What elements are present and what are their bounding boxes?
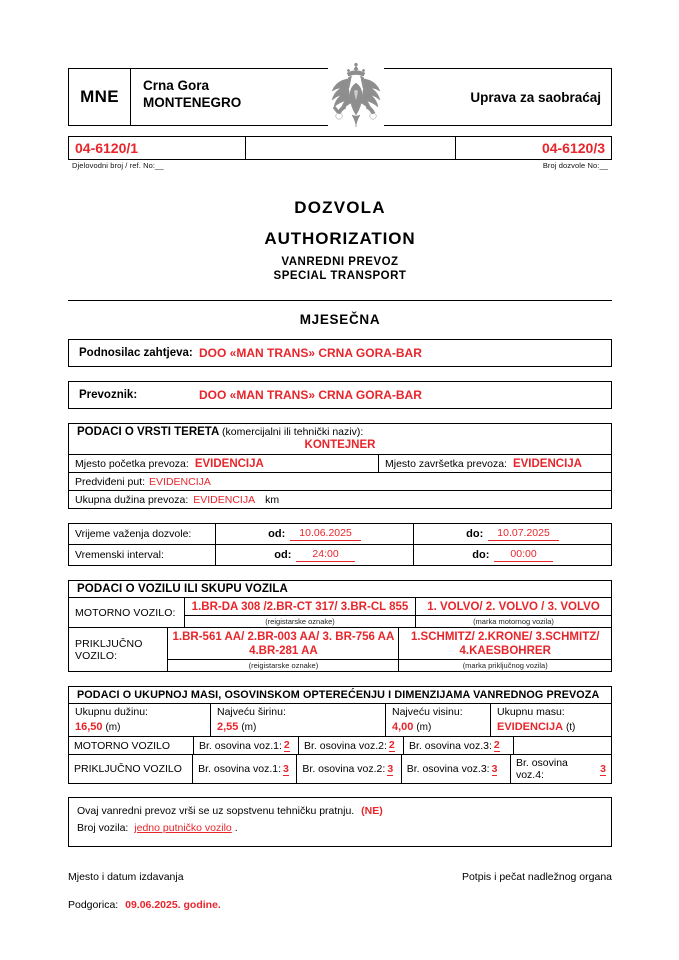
cargo-table	[68, 423, 612, 509]
escort-vehicle-count-label: Broj vozila:	[77, 821, 129, 834]
axle-trailer-value-1: 3	[283, 762, 289, 775]
applicant-box	[68, 339, 612, 367]
axle-trailer-label-4: Br. osovina voz.4:	[515, 757, 568, 782]
reference-left-cell	[69, 137, 246, 159]
validity-interval-label: Vremenski interval:	[69, 545, 216, 565]
cargo-name-value: KONTEJNER	[304, 439, 376, 451]
width-label: Najveću širinu:	[217, 706, 286, 719]
issue-place-date	[68, 899, 612, 911]
cargo-distance-unit: km	[265, 493, 280, 506]
montenegro-coat-of-arms-icon	[328, 61, 384, 133]
axle-trailer-label-2: Br. osovina voz.2:	[302, 763, 386, 776]
escort-line-2	[77, 820, 603, 836]
width-cell	[211, 704, 386, 736]
axle-motor-label-1: Br. osovina voz.1:	[199, 739, 282, 752]
axle-row-trailer-vehicle: PRIKLJUČNO VOZILO	[69, 755, 193, 783]
reference-right-caption: Broj dozvole No:__	[542, 161, 608, 170]
axle-trailer-value-3: 3	[491, 762, 498, 775]
issue-place: Podgorica:	[68, 898, 119, 911]
carrier-box	[68, 381, 612, 409]
period-type-label: MJESEČNA	[299, 312, 381, 327]
reference-number-row	[68, 136, 612, 160]
title-block	[68, 198, 612, 282]
weight-cell	[491, 704, 611, 736]
weight-label: Ukupnu masu:	[497, 706, 565, 719]
title-line-vanredni-prevoz: VANREDNI PREVOZ	[281, 256, 399, 268]
axle-motor-cell-3	[404, 737, 514, 754]
cargo-start-label: Mjesto početka prevoza:	[75, 457, 189, 470]
axle-row-motor	[69, 736, 611, 754]
height-value: 4,00	[392, 720, 414, 733]
mass-section-title: PODACI O UKUPNOJ MASI, OSOVINSKOM OPTEREĆENJU I DIMENZIJAMA VANREDNOG PREVOZA	[77, 689, 600, 702]
axle-motor-value-1: 2	[283, 739, 290, 752]
cargo-section-title-note: (komercijalni ili tehnički naziv):	[222, 426, 364, 438]
cargo-section-header	[69, 424, 611, 454]
title-line-dozvola: DOZVOLA	[294, 198, 386, 217]
cargo-distance-value: EVIDENCIJA	[193, 493, 256, 506]
validity-interval-to-label: do:	[472, 549, 490, 561]
validity-period-from-value: 10.06.2025	[290, 527, 361, 541]
cargo-route-cell	[69, 473, 217, 490]
mass-dimensions-table	[68, 686, 612, 784]
country-name-local: Crna Gora	[143, 78, 210, 93]
validity-interval-from-cell	[216, 545, 414, 565]
cargo-distance-row	[69, 490, 611, 508]
validity-period-row	[69, 524, 611, 544]
title-line-authorization: AUTHORIZATION	[264, 229, 416, 248]
motor-vehicle-row	[69, 597, 611, 627]
validity-period-from-cell	[216, 524, 414, 544]
axle-motor-label-2: Br. osovina voz.2:	[304, 739, 387, 752]
cargo-start-value: EVIDENCIJA	[194, 457, 264, 470]
country-name-english: MONTENEGRO	[143, 95, 242, 111]
cargo-end-cell	[379, 455, 611, 472]
country-name-cell	[131, 69, 241, 125]
cargo-start-cell	[69, 455, 379, 472]
width-unit: (m)	[241, 721, 257, 733]
height-unit: (m)	[416, 721, 432, 733]
trailer-make-value: 1.SCHMITZ/ 2.KRONE/ 3.SCHMITZ/ 4.KAESBOHRER	[410, 631, 600, 658]
cargo-route-value: EVIDENCIJA	[149, 475, 211, 488]
axle-trailer-label-1: Br. osovina voz.1:	[198, 763, 282, 776]
axle-trailer-value-4: 3	[600, 762, 606, 775]
axle-motor-label-3: Br. osovina voz.3:	[409, 739, 492, 752]
trailer-plates-caption: (reigistarske oznake)	[168, 659, 398, 671]
validity-period-label: Vrijeme važenja dozvole:	[69, 524, 216, 544]
applicant-label: Podnosilac zahtjeva:	[79, 347, 193, 359]
title-divider	[68, 300, 612, 301]
weight-unit: (t)	[565, 721, 576, 733]
trailer-vehicle-label: PRIKLJUČNO VOZILO:	[69, 628, 168, 671]
length-value: 16,50	[75, 720, 103, 733]
length-unit: (m)	[105, 721, 121, 733]
cargo-places-row	[69, 454, 611, 472]
motor-make-cell	[416, 598, 611, 627]
validity-interval-from-value: 24:00	[296, 548, 354, 562]
document-header	[68, 68, 612, 126]
authority-label: Uprava za saobraćaj	[470, 89, 601, 105]
reference-right-number: 04-6120/3	[541, 140, 605, 156]
escort-line-2-tail: .	[234, 821, 238, 834]
cargo-distance-label: Ukupna dužina prevoza:	[75, 493, 189, 506]
axle-motor-value-2: 2	[388, 739, 395, 752]
length-cell	[69, 704, 211, 736]
signature-row	[68, 871, 612, 883]
applicant-value: DOO «MAN TRANS» CRNA GORA-BAR	[199, 346, 422, 360]
validity-period-to-label: do:	[466, 528, 484, 540]
title-line-special-transport: SPECIAL TRANSPORT	[273, 270, 407, 282]
place-date-label: Mjesto i datum izdavanja	[68, 870, 184, 883]
axle-trailer-value-2: 3	[387, 762, 394, 775]
trailer-make-cell	[399, 628, 611, 671]
validity-interval-to-cell	[414, 545, 611, 565]
length-label: Ukupnu dužinu:	[75, 706, 148, 719]
axle-motor-value-3: 2	[493, 739, 500, 752]
motor-plates-cell	[185, 598, 416, 627]
country-code-cell	[69, 69, 131, 125]
issue-date: 09.06.2025. godine.	[125, 898, 221, 911]
dimensions-row	[69, 703, 611, 736]
validity-period-to-cell	[414, 524, 611, 544]
escort-line-1	[77, 803, 603, 819]
cargo-end-value: EVIDENCIJA	[512, 457, 582, 470]
reference-captions	[68, 161, 612, 170]
reference-left-caption: Djelovodni broj / ref. No:__	[72, 161, 164, 170]
stamp-label: Potpis i pečat nadležnog organa	[461, 870, 612, 883]
escort-vehicle-count-value: jedno putničko vozilo	[134, 821, 232, 834]
axle-row-motor-vehicle: MOTORNO VOZILO	[69, 737, 194, 754]
width-value: 2,55	[217, 720, 239, 733]
axle-motor-cell-4	[514, 737, 611, 754]
document-sheet	[68, 0, 612, 911]
motor-plates-value: 1.BR-DA 308 /2.BR-CT 317/ 3.BR-CL 855	[191, 601, 409, 613]
height-label: Najveću visinu:	[392, 706, 463, 719]
motor-make-value: 1. VOLVO/ 2. VOLVO / 3. VOLVO	[427, 601, 600, 613]
reference-middle-cell	[246, 137, 456, 159]
cargo-distance-cell	[69, 491, 285, 508]
cargo-route-label: Predviđeni put:	[75, 475, 146, 488]
trailer-plates-cell	[168, 628, 399, 671]
cargo-route-row	[69, 472, 611, 490]
validity-interval-to-value: 00:00	[494, 548, 552, 562]
axle-trailer-cell-3	[402, 755, 511, 783]
vehicle-table	[68, 580, 612, 672]
emblem-cell	[241, 69, 470, 125]
axle-motor-cell-2	[299, 737, 404, 754]
validity-interval-from-label: od:	[274, 549, 292, 561]
motor-plates-caption: (reigistarske oznake)	[185, 615, 415, 627]
axle-row-trailer	[69, 754, 611, 783]
validity-interval-row	[69, 544, 611, 565]
escort-answer: (NE)	[361, 805, 383, 818]
carrier-label: Prevoznik:	[79, 389, 138, 401]
trailer-make-caption: (marka priključnog vozila)	[399, 659, 611, 671]
cargo-end-label: Mjesto završetka prevoza:	[385, 457, 507, 470]
authority-cell	[470, 69, 611, 125]
cargo-section-title: PODACI O VRSTI TERETA	[77, 426, 219, 438]
validity-table	[68, 523, 612, 566]
weight-value: EVIDENCIJA	[497, 720, 564, 733]
escort-box	[68, 797, 612, 847]
escort-question: Ovaj vanredni prevoz vrši se uz sopstvenu tehničku pratnju.	[77, 805, 355, 818]
motor-make-caption: (marka motornog vozila)	[416, 615, 611, 627]
trailer-vehicle-row	[69, 627, 611, 671]
axle-trailer-cell-1	[193, 755, 297, 783]
trailer-plates-value: 1.BR-561 AA/ 2.BR-003 AA/ 3. BR-756 AA 4.BR-281 AA	[172, 631, 395, 658]
country-code-label: MNE	[80, 87, 119, 106]
validity-period-from-label: od:	[268, 528, 286, 540]
axle-trailer-label-3: Br. osovina voz.3:	[406, 763, 490, 776]
vehicle-section-title: PODACI O VOZILU ILI SKUPU VOZILA	[77, 583, 288, 595]
height-cell	[386, 704, 491, 736]
axle-trailer-cell-4	[511, 755, 611, 783]
motor-vehicle-label: MOTORNO VOZILO:	[69, 598, 185, 627]
reference-left-number: 04-6120/1	[75, 140, 139, 156]
axle-motor-cell-1	[194, 737, 299, 754]
reference-right-cell	[456, 137, 611, 159]
carrier-value: DOO «MAN TRANS» CRNA GORA-BAR	[199, 388, 422, 402]
axle-trailer-cell-2	[297, 755, 401, 783]
validity-period-to-value: 10.07.2025	[488, 527, 559, 541]
